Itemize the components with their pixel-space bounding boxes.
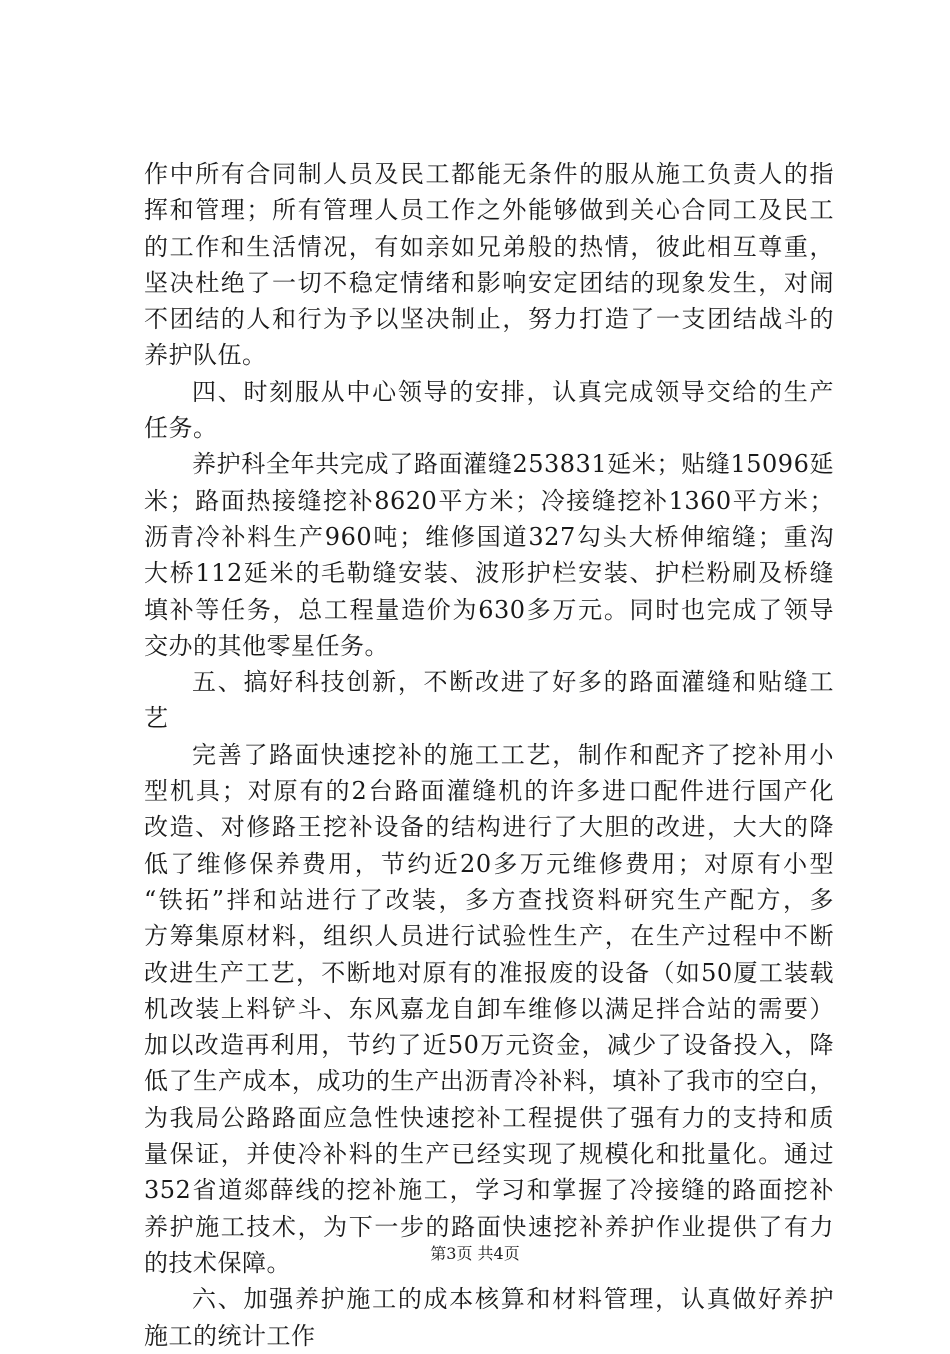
- text-line: 方筹集原材料，组织人员进行试验性生产，在生产过程中不断: [144, 922, 834, 951]
- text-line: 交办的其他零星任务。: [144, 631, 389, 660]
- page-number: 第3页 共4页: [430, 1244, 520, 1263]
- text-line: 挥和管理；所有管理人员工作之外能够做到关心合同工及民工: [144, 196, 834, 225]
- text-line: 的工作和生活情况，有如亲如兄弟般的热情，彼此相互尊重，: [144, 232, 834, 261]
- text-line: 低了维修保养费用，节约近20多万元维修费用；对原有小型: [144, 849, 834, 878]
- text-line: 沥青冷补料生产960吨；维修国道327勾头大桥伸缩缝；重沟: [144, 522, 834, 551]
- text-line: 完善了路面快速挖补的施工工艺，制作和配齐了挖补用小: [192, 740, 834, 769]
- text-line: 养护科全年共完成了路面灌缝253831延米；贴缝15096延: [192, 450, 834, 479]
- section-heading: 施工的统计工作: [144, 1321, 316, 1350]
- text-line: 型机具；对原有的2台路面灌缝机的许多进口配件进行国产化: [144, 777, 834, 806]
- text-line: 大桥112延米的毛勒缝安装、波形护栏安装、护栏粉刷及桥缝: [144, 559, 834, 588]
- section-heading: 艺: [144, 704, 169, 733]
- text-line: 填补等任务，总工程量造价为630多万元。同时也完成了领导: [144, 595, 834, 624]
- text-line: 作中所有合同制人员及民工都能无条件的服从施工负责人的指: [144, 160, 834, 188]
- section-heading: 四、时刻服从中心领导的安排，认真完成领导交给的生产: [192, 377, 834, 406]
- text-line: 改造、对修路王挖补设备的结构进行了大胆的改进，大大的降: [144, 813, 834, 842]
- section-heading: 五、搞好科技创新，不断改进了好多的路面灌缝和贴缝工: [192, 668, 834, 697]
- text-line: “铁拓”拌和站进行了改装，多方查找资料研究生产配方，多: [144, 885, 834, 914]
- body-text: [144, 156, 834, 1354]
- section-heading: 任务。: [144, 414, 218, 443]
- text-line: 米；路面热接缝挖补8620平方米；冷接缝挖补1360平方米；: [144, 486, 834, 515]
- text-line: 为我局公路路面应急性快速挖补工程提供了强有力的支持和质: [144, 1103, 834, 1132]
- text-line: 坚决杜绝了一切不稳定情绪和影响安定团结的现象发生，对闹: [144, 268, 834, 297]
- text-line: 低了生产成本，成功的生产出沥青冷补料，填补了我市的空白，: [144, 1067, 834, 1096]
- text-line: 加以改造再利用，节约了近50万元资金，减少了设备投入，降: [144, 1031, 834, 1060]
- text-line: 352省道郯薛线的挖补施工，学习和掌握了冷接缝的路面挖补: [144, 1176, 834, 1205]
- text-line: 养护施工技术，为下一步的路面快速挖补养护作业提供了有力: [144, 1212, 834, 1241]
- section-heading: 六、加强养护施工的成本核算和材料管理，认真做好养护: [192, 1285, 834, 1314]
- text-line: 的技术保障。: [144, 1248, 291, 1277]
- text-line: 改进生产工艺，不断地对原有的准报废的设备（如50厦工装载: [144, 958, 834, 987]
- text-line: 量保证，并使冷补料的生产已经实现了规模化和批量化。通过: [144, 1140, 834, 1169]
- text-line: 机改装上料铲斗、东风嘉龙自卸车维修以满足拌合站的需要）: [144, 994, 834, 1023]
- text-line: 养护队伍。: [144, 341, 267, 370]
- text-line: 不团结的人和行为予以坚决制止，努力打造了一支团结战斗的: [144, 305, 834, 334]
